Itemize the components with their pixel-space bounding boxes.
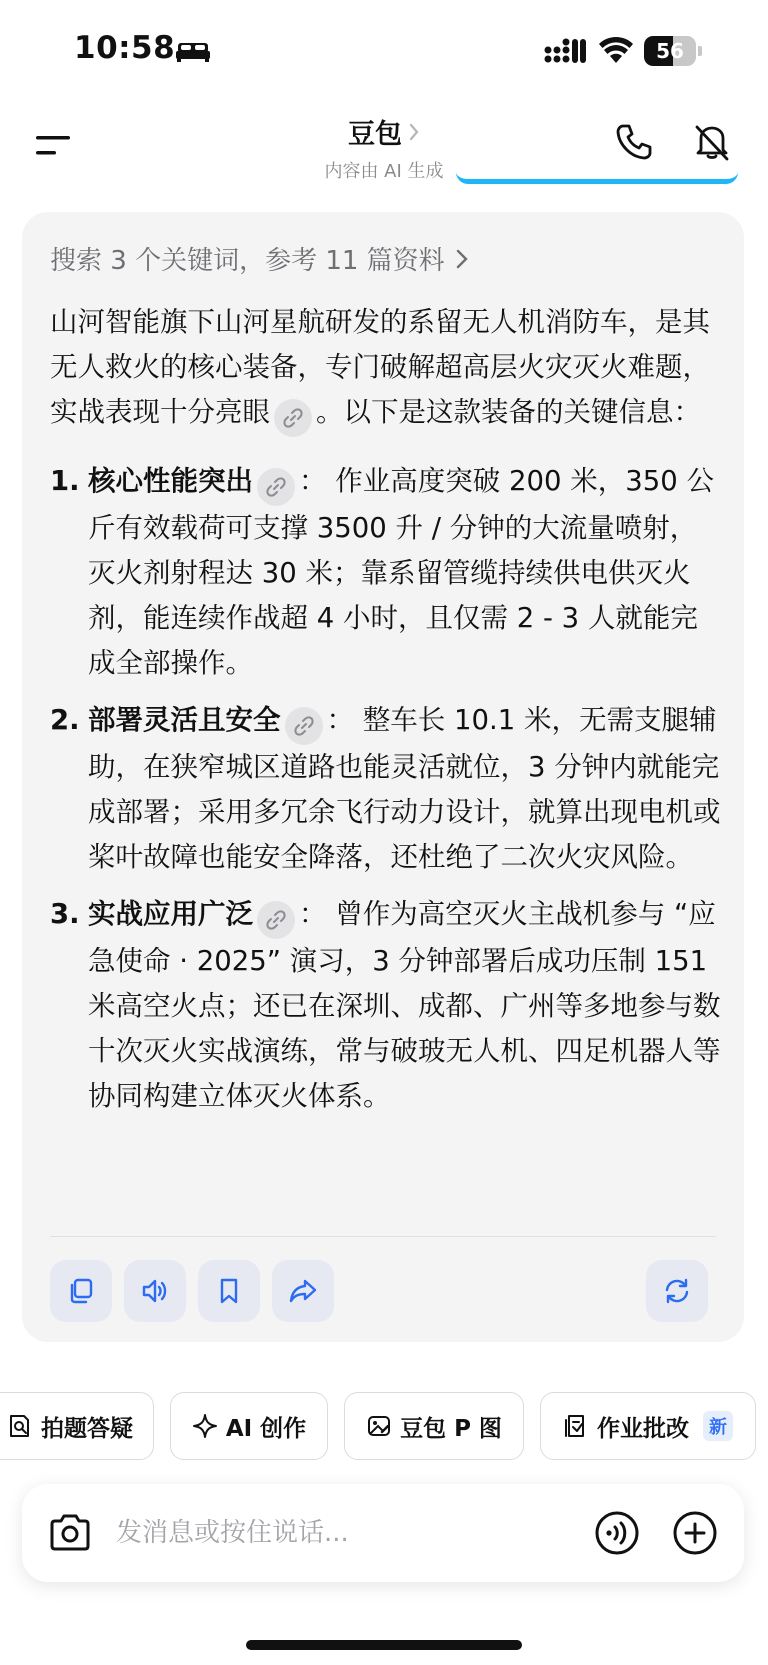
sleep-focus-icon bbox=[176, 40, 210, 62]
chip-ai-create[interactable] bbox=[170, 1392, 328, 1460]
chevron-right-icon bbox=[455, 248, 469, 270]
speaker-icon bbox=[140, 1276, 170, 1306]
search-summary-link[interactable] bbox=[50, 240, 469, 277]
chip-homework-review[interactable] bbox=[540, 1392, 756, 1460]
message-body bbox=[50, 300, 722, 1131]
message-composer bbox=[22, 1484, 744, 1582]
list-item: 3. 实战应用广泛 ： 曾作为高空灭火主战机参与 “应急使命 · 2025” 演习，3 分钟部署后成功压制 151 米高空火点；还已在深圳、成都、广州等多地参与数十次灭火实战演练，常与破玻无人机、四足机器人等协同构建立体灭火体系。 bbox=[50, 898, 721, 1112]
reference-link-icon[interactable] bbox=[274, 399, 312, 437]
camera-icon[interactable] bbox=[48, 1512, 92, 1554]
list-item-title: 实战应用广泛 bbox=[88, 898, 253, 930]
chip-label: 拍题答疑 bbox=[41, 1415, 133, 1442]
battery-icon bbox=[644, 36, 702, 66]
chip-label: AI 创作 bbox=[225, 1415, 307, 1442]
copy-button[interactable] bbox=[50, 1260, 112, 1322]
chip-image-edit[interactable] bbox=[344, 1392, 524, 1460]
bookmark-icon bbox=[214, 1276, 244, 1306]
bookmark-button[interactable] bbox=[198, 1260, 260, 1322]
bot-name: 豆包 bbox=[348, 119, 402, 150]
speaker-mute-icon[interactable] bbox=[692, 122, 732, 162]
list-item-title: 部署灵活且安全 bbox=[88, 704, 281, 736]
list-item-title: 核心性能突出 bbox=[88, 465, 253, 497]
wifi-icon bbox=[598, 36, 634, 64]
image-edit-icon bbox=[366, 1413, 392, 1439]
list-item-text: ： 作业高度突破 200 米，350 公斤有效载荷可支撑 3500 升 / 分钟的大流量喷射，灭火剂射程达 30 米；靠系留管缆持续供电供灭火剂，能连续作战超 4 小时，且仅需 2 - 3 人就能完成全部操作。 bbox=[88, 465, 714, 679]
ai-generated-notice: 内容由 AI 生成 bbox=[324, 161, 444, 182]
read-aloud-button[interactable] bbox=[124, 1260, 186, 1322]
chat-header bbox=[0, 100, 768, 195]
voice-input-icon[interactable] bbox=[594, 1510, 640, 1556]
homework-icon bbox=[563, 1413, 589, 1439]
phone-call-icon[interactable] bbox=[614, 122, 654, 162]
reference-link-icon[interactable] bbox=[257, 468, 295, 506]
cellular-signal-icon bbox=[544, 38, 586, 64]
share-button[interactable] bbox=[272, 1260, 334, 1322]
regenerate-icon bbox=[662, 1276, 692, 1306]
status-time: 10:58 bbox=[74, 30, 176, 66]
chip-label: 豆包 P 图 bbox=[400, 1415, 502, 1442]
plus-icon[interactable] bbox=[672, 1510, 718, 1556]
photo-question-icon bbox=[7, 1413, 33, 1439]
search-summary-text: 搜索 3 个关键词，参考 11 篇资料 bbox=[50, 246, 445, 276]
battery-level: 56 bbox=[656, 39, 684, 63]
divider bbox=[50, 1236, 716, 1237]
list-item: 1. 核心性能突出 ： 作业高度突破 200 米，350 公斤有效载荷可支撑 3500 升 / 分钟的大流量喷射，灭火剂射程达 30 米；靠系留管缆持续供电供灭火剂，能连续作战超 4 小时，且仅需 2 - 3 人就能完成全部操作。 bbox=[50, 465, 714, 679]
reference-link-icon[interactable] bbox=[285, 707, 323, 745]
message-intro: 山河智能旗下山河星航研发的系留无人机消防车，是其无人救火的核心装备，专门破解超高层火灾灭火难题，实战表现十分亮眼 。以下是这款装备的关键信息： bbox=[50, 300, 722, 437]
bot-message-card bbox=[22, 212, 744, 1342]
regenerate-button[interactable] bbox=[646, 1260, 708, 1322]
chip-label: 作业批改 bbox=[597, 1415, 689, 1442]
key-info-list bbox=[50, 459, 722, 1119]
quick-action-chips bbox=[0, 1392, 768, 1460]
message-actions bbox=[50, 1260, 716, 1322]
list-item-text: ： 整车长 10.1 米，无需支腿辅助，在狭窄城区道路也能灵活就位，3 分钟内就能完成部署；采用多冗余飞行动力设计，就算出现电机或桨叶故障也能安全降落，还杜绝了二次火灾风险。 bbox=[88, 704, 721, 873]
chip-photo-question[interactable] bbox=[0, 1392, 154, 1460]
home-indicator bbox=[246, 1640, 522, 1650]
header-accent-line bbox=[456, 172, 738, 184]
message-input[interactable] bbox=[116, 1508, 586, 1558]
list-item-text: ： 曾作为高空灭火主战机参与 “应急使命 · 2025” 演习，3 分钟部署后成功压制 151 米高空火点；还已在深圳、成都、广州等多地参与数十次灭火实战演练，常与破玻无人机、四足机器人等协同构建立体灭火体系。 bbox=[88, 898, 721, 1112]
reference-link-icon[interactable] bbox=[257, 901, 295, 939]
share-icon bbox=[288, 1276, 318, 1306]
new-badge: 新 bbox=[703, 1411, 733, 1441]
status-bar bbox=[0, 0, 768, 100]
copy-icon bbox=[66, 1276, 96, 1306]
list-item: 2. 部署灵活且安全 ： 整车长 10.1 米，无需支腿辅助，在狭窄城区道路也能灵活就位，3 分钟内就能完成部署；采用多冗余飞行动力设计，就算出现电机或桨叶故障也能安全降落，还杜绝了二次火灾风险。 bbox=[50, 704, 721, 873]
chevron-right-icon bbox=[408, 122, 420, 142]
sparkle-icon bbox=[192, 1413, 218, 1439]
